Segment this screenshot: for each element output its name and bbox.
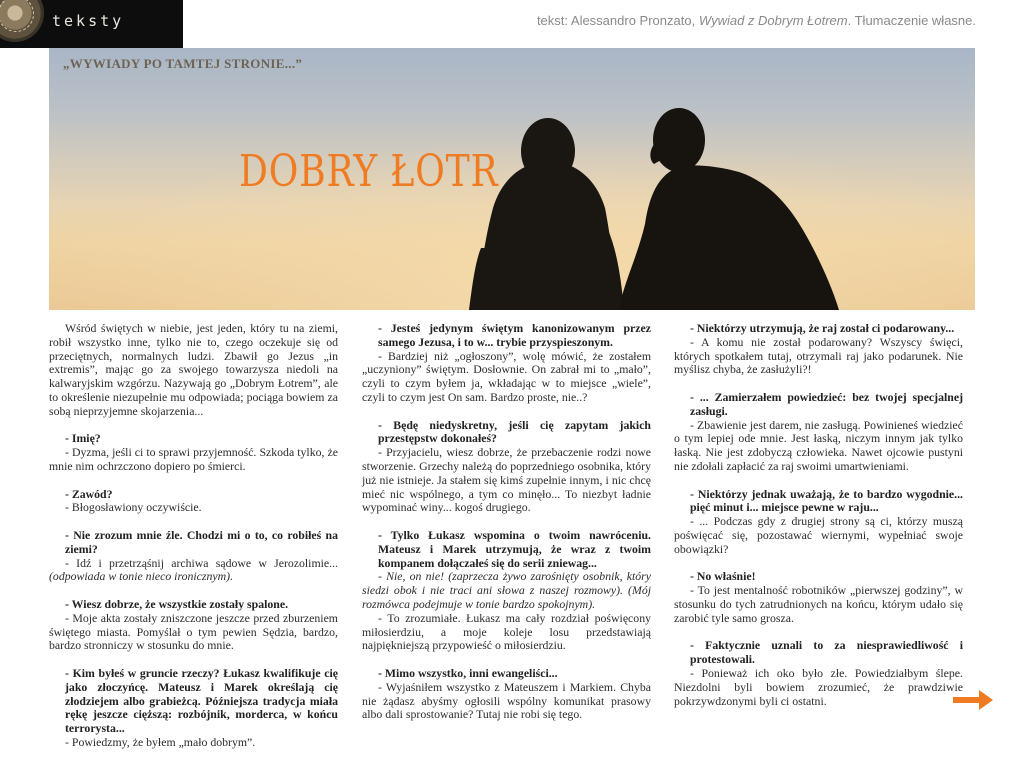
qa-block	[362, 419, 651, 516]
qa-block	[49, 529, 338, 584]
answer: - Powiedzmy, że byłem „mało dobrym”.	[65, 734, 256, 749]
section-tab-label: teksty	[52, 12, 125, 30]
qa-block	[362, 667, 651, 722]
credit-prefix: tekst: Alessandro Pronzato,	[536, 13, 699, 28]
answer-stage-note: (odpowiada w tonie nieco ironicznym).	[49, 569, 234, 584]
qa-block	[49, 667, 338, 750]
silhouettes-image	[49, 48, 975, 310]
answer: - Wyjaśniłem wszystko z Mateuszem i Markiem. Chyba nie żądasz abyśmy ogłosili wspólny komunikat prasowy albo dali sprostowanie? Tutaj nie robi się tego.	[362, 679, 651, 722]
question: - Tylko Łukasz wspomina o twoim nawróceniu. Mateusz i Marek utrzymują, że wraz z twoim kompanem dołączałeś się do serii zniewag...	[378, 527, 651, 570]
answer: - Ponieważ ich oko było złe. Powiedziałbym ślepe. Niezdolni byli bowiem zrozumieć, że prawdziwie pokrzywdzonymi byli ci ostatni.	[674, 665, 963, 708]
answer: - Przyjacielu, wiesz dobrze, że przebaczenie rodzi nowe stworzenie. Grzechy należą do poprzedniego osobnika, który już nie istnieje. Ja stałem się kimś zupełnie innym, i nic chcę mieć nic wspólnego, a tym co minęło... To niezbyt ładnie wypominać winy... kogoś drugiego.	[362, 445, 651, 515]
series-title: „WYWIADY PO TAMTEJ STRONIE...”	[63, 56, 303, 71]
question: - No właśnie!	[690, 569, 756, 584]
qa-block	[49, 598, 338, 653]
credit-suffix: . Tłumaczenie własne.	[847, 13, 976, 28]
top-bar	[0, 0, 1024, 48]
question: - ... Zamierzałem powiedzieć: bez twojej specjalnej zasługi.	[690, 389, 963, 418]
qa-block	[362, 322, 651, 405]
hero-photo	[49, 48, 975, 310]
article-column-1	[49, 322, 338, 764]
question: - Jesteś jedynym świętym kanonizowanym przez samego Jezusa, i to w... trybie przyspieszonym.	[378, 321, 651, 349]
question: - Nie zrozum mnie źle. Chodzi mi o to, co robiłeś na ziemi?	[65, 527, 338, 556]
qa-block	[674, 570, 963, 625]
qa-block	[674, 322, 963, 377]
answer: - To jest mentalność robotników „pierwszej godziny”, w stosunku do tych zatrudnionych na końcu, którym udało się zarobić tyle samo grosza.	[674, 583, 963, 625]
intro-paragraph: Wśród świętych w niebie, jest jeden, który tu na ziemi, robił wszystko inne, tylko nie to, czego oczekuje się od przeciętnych, normalnych ludzi. Zbawił go Jezus „in extremis”, mając go za swojego towarzysza niedoli na kalwaryjskim wzgórzu. Nazywają go „Dobrym Łotrem”, ale to określenie niezupełnie mu odpowiada; pociąga bowiem za sobą nieprzyjemne skojarzenia...	[49, 321, 338, 418]
qa-block	[674, 639, 963, 708]
answer: - To zrozumiałe. Łukasz ma cały rozdział poświęcony miłosierdziu, a moje koleje losu przedstawiają najpiękniejszą przypowieść o miłosierdziu.	[362, 610, 651, 653]
answer	[49, 557, 338, 585]
next-page-arrow-icon[interactable]	[953, 688, 993, 712]
answer: - ... Podczas gdy z drugiej strony są ci, którzy muszą poświęcać się, pozostawać wiernymi, wypełniać swoje obowiązki?	[674, 514, 963, 556]
question: - Mimo wszystko, inni ewangeliści...	[378, 665, 558, 680]
answer: - Dyzma, jeśli ci to sprawi przyjemność. Szkoda tylko, że mnie nim ochrzczono dopiero po śmierci.	[49, 445, 338, 473]
question: - Zawód?	[65, 486, 113, 501]
qa-block	[49, 488, 338, 516]
answer: - Błogosławiony oczywiście.	[65, 500, 202, 515]
qa-block	[49, 432, 338, 473]
article-column-3	[674, 322, 963, 722]
answer: - A komu nie został podarowany? Wszyscy święci, których spotkałem tutaj, otrzymali raj jako podarunek. Nie myślisz chyba, że zasłużyli?!	[674, 334, 963, 377]
question: - Kim byłeś w gruncie rzeczy? Łukasz kwalifikuje cię jako złoczyńcę. Mateusz i Marek określają cię złodziejem albo grabieżcą. Późniejsza tradycja miała rękę jeszcze cięższą: rozbójnik, morderca, w końcu terrorysta...	[65, 665, 338, 736]
answer-text: - Idź i przetrząśnij archiwa sądowe w Jerozolimie...	[65, 555, 338, 570]
question: - Będę niedyskretny, jeśli cię zapytam jakich przestępstw dokonałeś?	[378, 417, 651, 446]
answer-stage-note-text: - Nie, on nie! (zaprzecza żywo zarośnięty osobnik, który siedzi obok i nie traci ani słowa z naszej rozmowy). (Mój rozmówca podejmuje w tonie bardzo spokojnym).	[362, 569, 651, 611]
article-headline: DOBRY ŁOTR	[239, 146, 499, 197]
credit-title: Wywiad z Dobrym Łotrem	[698, 13, 848, 28]
question: - Wiesz dobrze, że wszystkie zostały spalone.	[65, 596, 289, 611]
question: - Imię?	[65, 431, 101, 446]
answer: - Moje akta zostały zniszczone jeszcze przed zburzeniem świętego miasta. Pomyślał o tym pewien Sędzia, bardzo, bardzo stronniczy w stosunku do mnie.	[49, 610, 338, 653]
answer: - Zbawienie jest darem, nie zasługą. Powinieneś wiedzieć o tym lepiej ode mnie. Jest łaską, niczym innym jak tylko łaską. Nie jest zdobyczą człowieka. Nawet ojcowie pustyni nie zdołali zapłacić za raj swoimi umartwieniami.	[674, 417, 963, 473]
answer-stage-note	[362, 570, 651, 611]
article-column-2	[362, 322, 651, 736]
section-tab[interactable]	[0, 0, 183, 48]
seal-logo-icon	[0, 0, 44, 42]
qa-block	[362, 529, 651, 653]
question: - Niektórzy jednak uważają, że to bardzo wygodnie... pięć minut i... miejsce pewne w raju...	[690, 486, 963, 515]
question: - Niektórzy utrzymują, że raj został ci podarowany...	[690, 321, 955, 335]
answer: - Bardziej niż „ogłoszony”, wolę mówić, że zostałem „uczyniony” świętym. Dosłownie. On zabrał mi to „mało”, czyli to czym byłem ja, wkładając w to miejsce „wiele”, czyli to czym jest On sam. Bardzo proste, nie..?	[362, 348, 651, 404]
qa-block	[674, 391, 963, 474]
qa-block	[674, 488, 963, 557]
question: - Faktycznie uznali to za niesprawiedliwość i protestowali.	[690, 638, 963, 667]
author-credit	[537, 13, 976, 28]
